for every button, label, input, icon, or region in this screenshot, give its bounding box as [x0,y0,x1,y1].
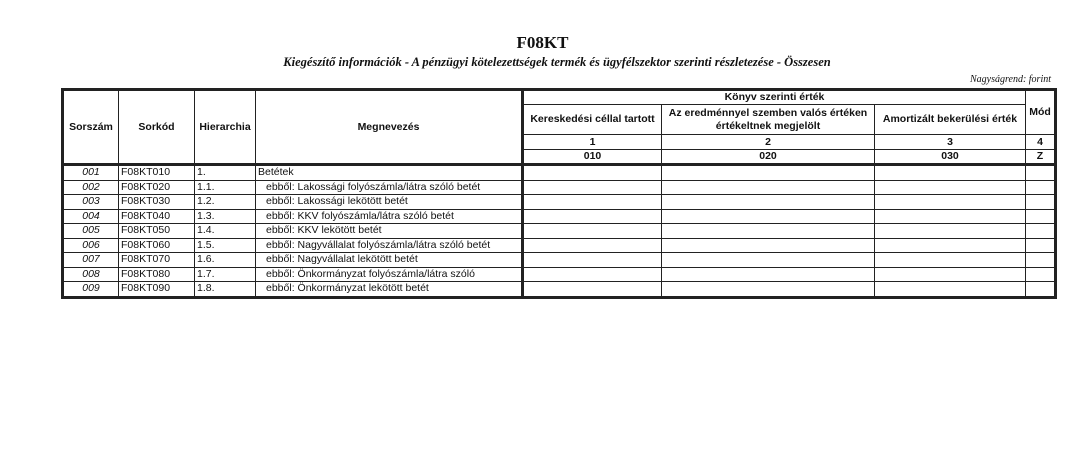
row-sorszam: 009 [63,282,119,298]
cell-col2[interactable] [662,224,875,239]
row-megnevezes: ebből: Önkormányzat folyószámla/látra szóló [256,267,523,282]
cell-col1[interactable] [523,165,662,181]
row-sorszam: 001 [63,165,119,181]
table-row [63,253,1056,268]
cell-col2[interactable] [662,165,875,181]
row-megnevezes: ebből: Nagyvállalat lekötött betét [256,253,523,268]
cell-mod[interactable] [1026,282,1056,298]
row-hierarchia: 1.4. [195,224,256,239]
row-sorkod: F08KT070 [119,253,195,268]
report-table [61,88,1057,299]
row-sorkod: F08KT010 [119,165,195,181]
cell-col3[interactable] [875,253,1026,268]
row-sorkod: F08KT020 [119,180,195,195]
header-col1-code: 010 [523,150,662,165]
header-col1: Kereskedési céllal tartott [523,105,662,135]
header-mod-num: 4 [1026,135,1056,150]
row-sorkod: F08KT050 [119,224,195,239]
cell-col1[interactable] [523,238,662,253]
cell-col1[interactable] [523,195,662,210]
row-sorszam: 004 [63,209,119,224]
header-col3-code: 030 [875,150,1026,165]
cell-col2[interactable] [662,195,875,210]
row-megnevezes: ebből: Nagyvállalat folyószámla/látra szóló betét [256,238,523,253]
header-book-value-group: Könyv szerinti érték [523,90,1026,105]
cell-col2[interactable] [662,209,875,224]
row-sorszam: 006 [63,238,119,253]
header-col2: Az eredménnyel szemben valós értéken értékeltnek megjelölt [662,105,875,135]
row-sorkod: F08KT040 [119,209,195,224]
row-megnevezes: ebből: Lakossági lekötött betét [256,195,523,210]
table-row [63,224,1056,239]
cell-col2[interactable] [662,180,875,195]
cell-col3[interactable] [875,267,1026,282]
cell-col3[interactable] [875,282,1026,298]
cell-mod[interactable] [1026,267,1056,282]
table-row [63,209,1056,224]
row-megnevezes: ebből: KKV folyószámla/látra szóló betét [256,209,523,224]
row-sorszam: 002 [63,180,119,195]
cell-col1[interactable] [523,224,662,239]
row-sorszam: 003 [63,195,119,210]
row-sorkod: F08KT030 [119,195,195,210]
header-col3-num: 3 [875,135,1026,150]
row-hierarchia: 1. [195,165,256,181]
row-sorszam: 008 [63,267,119,282]
row-megnevezes: ebből: Lakossági folyószámla/látra szóló betét [256,180,523,195]
table-row [63,165,1056,181]
cell-col2[interactable] [662,238,875,253]
form-code-title: F08KT [516,33,569,52]
table-row [63,180,1056,195]
header-col1-num: 1 [523,135,662,150]
cell-col3[interactable] [875,209,1026,224]
cell-col3[interactable] [875,195,1026,210]
row-megnevezes: ebből: Önkormányzat lekötött betét [256,282,523,298]
cell-col2[interactable] [662,253,875,268]
row-hierarchia: 1.2. [195,195,256,210]
row-hierarchia: 1.7. [195,267,256,282]
row-megnevezes: Betétek [256,165,523,181]
table-row [63,238,1056,253]
table-row [63,267,1056,282]
header-sorkod: Sorkód [119,90,195,165]
header-col3: Amortizált bekerülési érték [875,105,1026,135]
row-sorkod: F08KT090 [119,282,195,298]
cell-mod[interactable] [1026,209,1056,224]
header-col2-code: 020 [662,150,875,165]
form-subtitle: Kiegészítő információk - A pénzügyi kötelezettségek termék és ügyfélszektor szerinti részletezése - Összesen [283,55,831,69]
row-sorszam: 005 [63,224,119,239]
row-sorkod: F08KT080 [119,267,195,282]
cell-col3[interactable] [875,238,1026,253]
row-hierarchia: 1.6. [195,253,256,268]
cell-col1[interactable] [523,267,662,282]
row-hierarchia: 1.5. [195,238,256,253]
header-sorszam: Sorszám [63,90,119,165]
cell-mod[interactable] [1026,165,1056,181]
row-hierarchia: 1.3. [195,209,256,224]
cell-col1[interactable] [523,282,662,298]
row-sorszam: 007 [63,253,119,268]
cell-mod[interactable] [1026,253,1056,268]
cell-col3[interactable] [875,165,1026,181]
cell-mod[interactable] [1026,224,1056,239]
row-sorkod: F08KT060 [119,238,195,253]
row-hierarchia: 1.8. [195,282,256,298]
cell-col2[interactable] [662,282,875,298]
row-megnevezes: ebből: KKV lekötött betét [256,224,523,239]
cell-col1[interactable] [523,209,662,224]
row-hierarchia: 1.1. [195,180,256,195]
cell-col1[interactable] [523,180,662,195]
header-megnevezes: Megnevezés [256,90,523,165]
cell-mod[interactable] [1026,195,1056,210]
header-hierarchia: Hierarchia [195,90,256,165]
cell-col3[interactable] [875,180,1026,195]
header-col2-num: 2 [662,135,875,150]
table-row [63,195,1056,210]
cell-col2[interactable] [662,267,875,282]
header-mod: Mód [1026,90,1056,135]
table-row [63,282,1056,298]
magnitude-note: Nagyságrend: forint [969,74,1051,85]
header-mod-code: Z [1026,150,1056,165]
cell-col3[interactable] [875,224,1026,239]
cell-col1[interactable] [523,253,662,268]
cell-mod[interactable] [1026,180,1056,195]
cell-mod[interactable] [1026,238,1056,253]
